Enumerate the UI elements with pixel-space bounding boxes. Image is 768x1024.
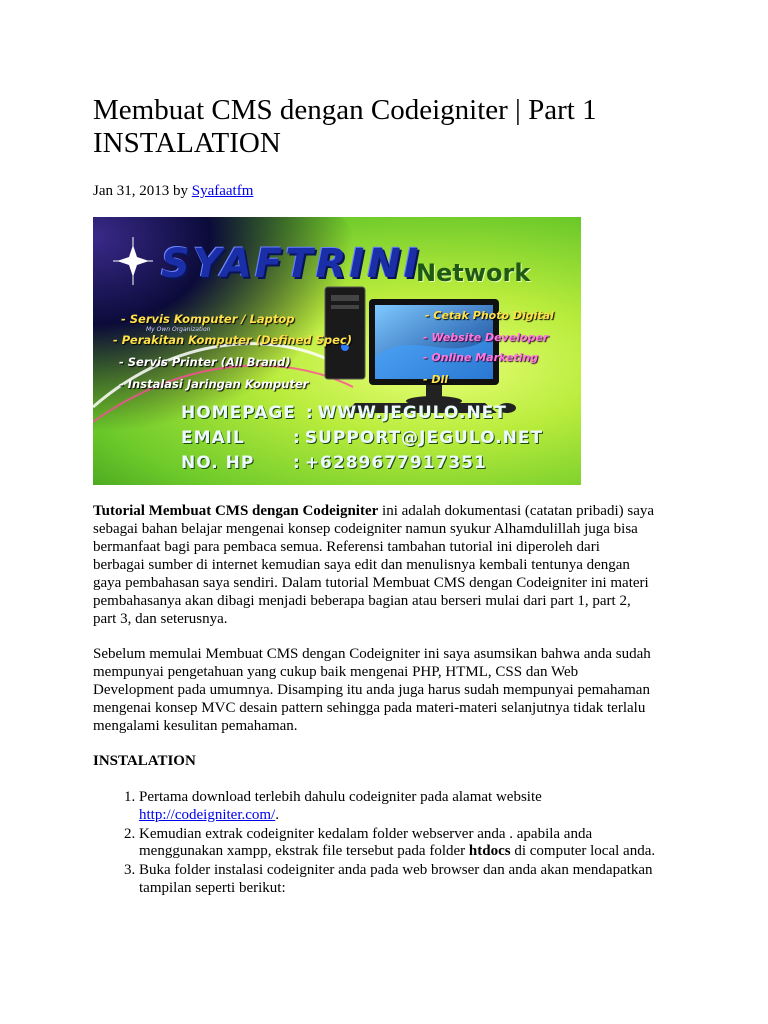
article-title: Membuat CMS dengan Codeigniter | Part 1 INSTALATION [93, 94, 597, 159]
banner-service: - Cetak Photo Digital [425, 309, 554, 322]
banner-contact-email: EMAIL : SUPPORT@JEGULO.NET [181, 428, 544, 448]
banner-title: SYAFTRINI [161, 241, 422, 287]
section-heading: INSTALATION [93, 753, 196, 769]
banner-image [93, 217, 581, 485]
list-item: 2. Kemudian extrak codeigniter kedalam folder webserver anda . apabila anda menggunakan xampp, ekstrak file tersebut pada folder htdocs di computer local anda. [139, 826, 673, 861]
banner-service: - Servis Printer (All Brand) [119, 355, 291, 369]
intro-bold-phrase: Tutorial Membuat CMS dengan Codeigniter [93, 503, 379, 519]
intro-paragraph: Tutorial Membuat CMS dengan Codeigniter ini adalah dokumentasi (catatan pribadi) saya sebagai bahan belajar mengenai konsep codeigniter namun syukur Alhamdulillah juga bisa bermanfaat bagi para pembaca semua. Referensi tambahan tutorial ini diperoleh dari berbagai sumber di internet kemudian saya edit dan menulisnya kembali tentunya dengan gaya pembahasan saya sendiri. Dalam tutorial Membuat CMS dengan Codeigniter ini materi pembahasanya akan dibagi menjadi beberapa bagian atau berseri mulai dari part 1, part 2, part 3, dan seterusnya. [93, 503, 655, 627]
banner-service: - Servis Komputer / Laptop [121, 312, 295, 326]
pc-drive-bay [331, 305, 359, 309]
instruction-list [93, 789, 673, 899]
banner-service: - Perakitan Komputer (Defined Spec) [113, 333, 352, 347]
codeigniter-link[interactable]: http://codeigniter.com/ [139, 806, 276, 823]
prerequisite-paragraph: Sebelum memulai Membuat CMS dengan Codeigniter ini saya asumsikan bahwa anda sudah mempunyai pengetahuan yang cukup baik mengenai PHP, HTML, CSS dan Web Development pada umumnya. Disamping itu anda juga harus sudah mempunyai pemahaman mengenai konsep MVC desain pattern sehingga pada materi-materi selanjutnya tidak terlalu mengalami kesulitan pemahaman. [93, 646, 651, 734]
banner-contact-phone: NO. HP : +6289677917351 [181, 453, 487, 473]
banner-contact-homepage: HOMEPAGE : WWW.JEGULO.NET [181, 403, 507, 423]
banner-service: - Instalasi Jaringan Komputer [119, 377, 309, 391]
htdocs-bold: htdocs [468, 843, 511, 859]
post-meta [93, 182, 253, 200]
post-date: Jan 31, 2013 [93, 183, 170, 199]
banner-subtitle: My Own Organization [146, 326, 211, 333]
banner-service: - Website Developer [423, 331, 549, 344]
by-label: by [173, 183, 188, 199]
pc-drive-bay [331, 295, 359, 301]
list-item: 1. Pertama download terlebih dahulu codeigniter pada alamat website http://codeigniter.com/. [139, 789, 673, 824]
banner-service: - Dll [423, 373, 449, 386]
list-item: 3. Buka folder instalasi codeigniter anda pada web browser dan anda akan mendapatkan tampilan seperti berikut: [139, 862, 673, 897]
banner-service: - Online Marketing [423, 351, 539, 364]
author-link[interactable]: Syafaatfm [191, 183, 254, 199]
banner-network-label: Network [416, 259, 531, 287]
